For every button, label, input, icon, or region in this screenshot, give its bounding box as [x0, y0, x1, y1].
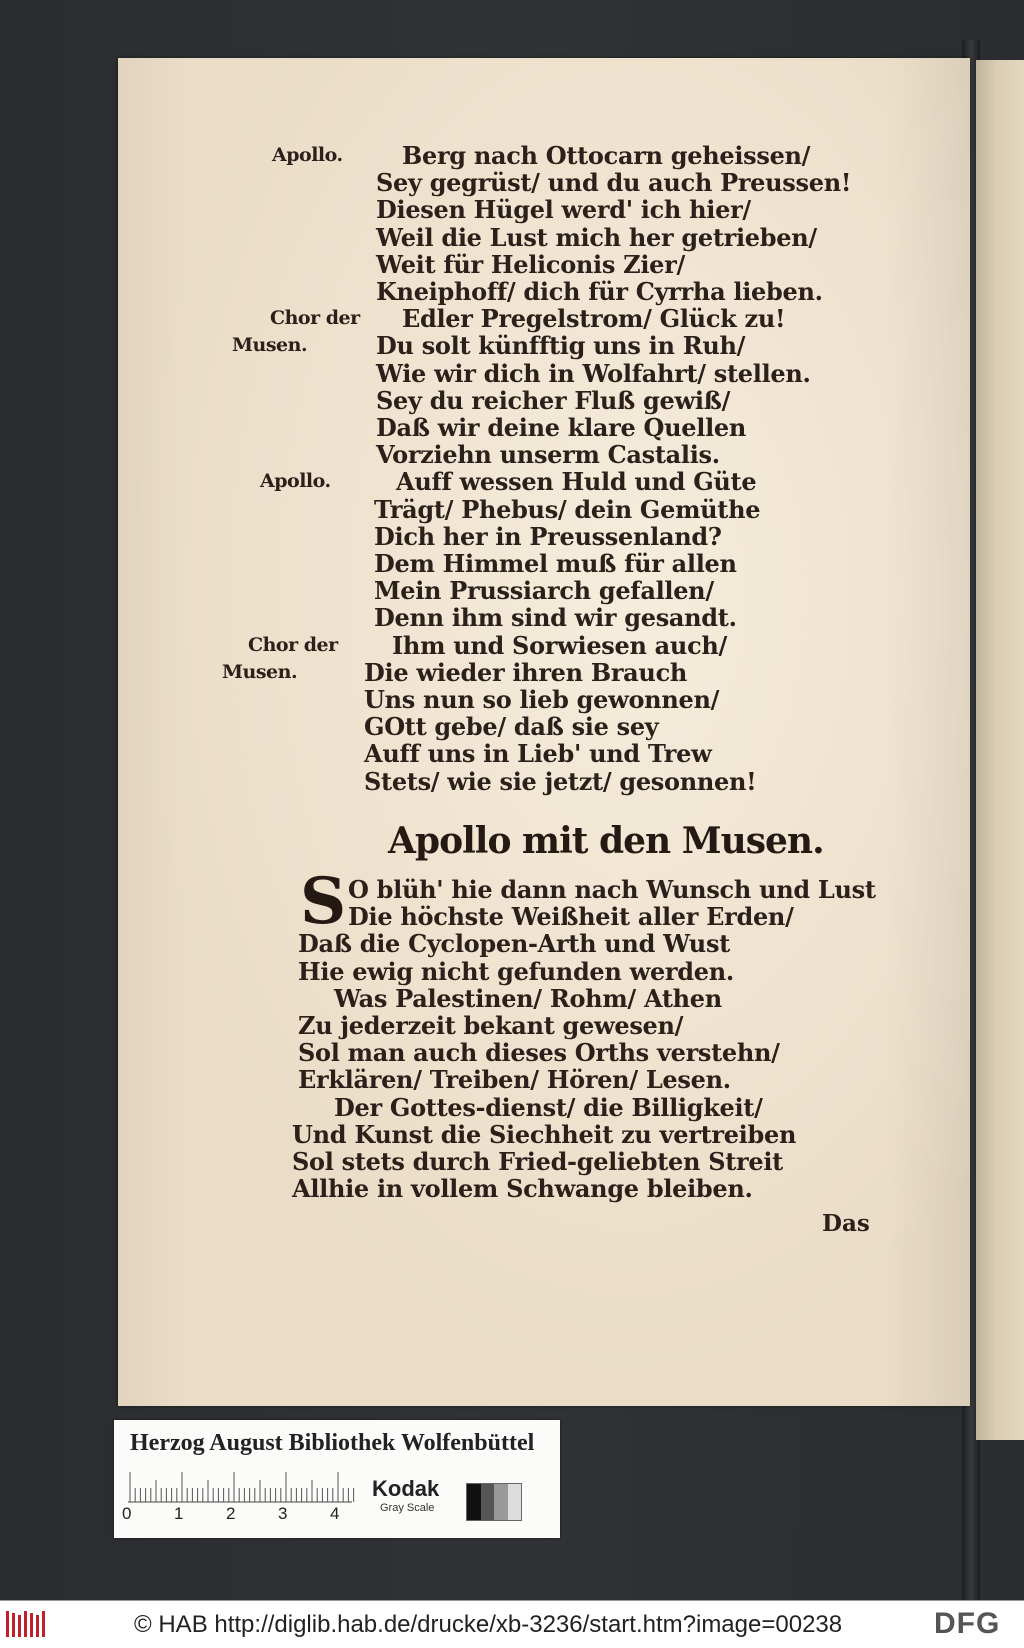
verse-line: Vorziehn unserm Castalis.	[376, 440, 720, 470]
stanza-line: Hie ewig nicht gefunden werden.	[298, 956, 734, 986]
logo-bar	[36, 1615, 39, 1637]
verse-line: Kneiphoff/ dich für Cyrrha lieben.	[376, 277, 823, 306]
speaker-label-continued: Musen.	[232, 334, 308, 357]
stanza-line: Sol man auch dieses Orths verstehn/	[298, 1038, 780, 1068]
dfg-logo: DFG	[934, 1607, 1001, 1640]
footer-copyright-link[interactable]: © HAB http://diglib.hab.de/drucke/xb-3236/start.htm?image=00238	[134, 1611, 843, 1638]
verse-line: Berg nach Ottocarn geheissen/	[402, 141, 811, 170]
logo-bar	[30, 1613, 33, 1637]
verse-line: Stets/ wie sie jetzt/ gesonnen!	[364, 766, 757, 796]
verse-line: Denn ihm sind wir gesandt.	[374, 603, 737, 633]
verse-line: Trägt/ Phebus/ dein Gemüthe	[374, 494, 761, 524]
logo-bar	[6, 1611, 9, 1637]
stanza-line: Allhie in vollem Schwange bleiben.	[292, 1174, 753, 1204]
verse-line: Dem Himmel muß für allen	[374, 549, 737, 578]
section-heading: Apollo mit den Musen.	[388, 820, 824, 862]
verse-line: Auff uns in Lieb' und Trew	[364, 739, 712, 769]
gray-patches	[466, 1483, 522, 1521]
verse-line: Daß wir deine klare Quellen	[376, 413, 747, 442]
scale-number: 0	[122, 1504, 132, 1523]
gray-scale-caption: Gray Scale	[380, 1502, 435, 1514]
verse-line: Wie wir dich in Wolfahrt/ stellen.	[376, 358, 811, 388]
speaker-label: Apollo.	[272, 144, 343, 166]
verse-line: GOtt gebe/ daß sie sey	[364, 712, 659, 742]
logo-bar	[42, 1611, 45, 1637]
verse-line: Du solt künfftig uns in Ruh/	[376, 331, 746, 361]
verse-line: Uns nun so lieb gewonnen/	[364, 685, 720, 714]
stanza-line: Und Kunst die Siechheit zu vertreiben	[292, 1119, 797, 1149]
kodak-brand: Kodak	[372, 1476, 440, 1501]
verse-line: Edler Pregelstrom/ Glück zu!	[402, 304, 786, 334]
verse-line: Weit für Heliconis Zier/	[376, 249, 685, 279]
library-name: Herzog August Bibliothek Wolfenbüttel	[130, 1430, 535, 1456]
verse-line: Sey gegrüst/ und du auch Preussen!	[376, 168, 852, 198]
verse-line: Sey du reicher Fluß gewiß/	[376, 385, 731, 415]
verse-line: Mein Prussiarch gefallen/	[374, 576, 714, 606]
verse-line: Die wieder ihren Brauch	[364, 657, 688, 687]
verse-line: Diesen Hügel werd' ich hier/	[376, 195, 751, 225]
logo-bar	[24, 1611, 27, 1637]
verse-line: Auff wessen Huld und Güte	[396, 467, 757, 497]
logo-bar	[12, 1613, 15, 1637]
scale-number: 4	[330, 1504, 340, 1523]
scale-number: 2	[226, 1504, 236, 1523]
speaker-label: Chor der	[248, 633, 338, 656]
verse-line: Dich her in Preussenland?	[374, 521, 722, 551]
document-page	[118, 58, 970, 1406]
stanza-line: Der Gottes-dienst/ die Billigkeit/	[334, 1092, 763, 1122]
library-label	[114, 1420, 560, 1538]
verse-line: Weil die Lust mich her getrieben/	[376, 222, 817, 252]
footer-bar	[0, 1600, 1024, 1648]
scale-number: 1	[174, 1504, 184, 1523]
stanza-line: Daß die Cyclopen-Arth und Wust	[298, 929, 730, 959]
ruler-scale	[126, 1472, 356, 1506]
stanza-line: O blüh' hie dann nach Wunsch und Lust	[348, 875, 876, 904]
stanza-line: Sol stets durch Fried-geliebten Streit	[292, 1147, 783, 1176]
next-page-edge	[976, 60, 1024, 1440]
stanza-line: Erklären/ Treiben/ Hören/ Lesen.	[298, 1065, 731, 1095]
stanza-line: Zu jederzeit bekant gewesen/	[298, 1011, 684, 1040]
speaker-label-continued: Musen.	[222, 660, 298, 683]
speaker-label: Chor der	[270, 307, 360, 330]
drop-cap: S	[300, 864, 347, 939]
logo-bar	[18, 1615, 21, 1637]
catchword: Das	[822, 1210, 870, 1237]
scale-number: 3	[278, 1504, 288, 1523]
stanza-line: Die höchste Weißheit aller Erden/	[348, 902, 794, 932]
speaker-label: Apollo.	[260, 470, 331, 493]
hab-logo-icon	[4, 1609, 48, 1639]
verse-line: Ihm und Sorwiesen auch/	[392, 630, 728, 660]
stanza-line: Was Palestinen/ Rohm/ Athen	[334, 983, 722, 1013]
